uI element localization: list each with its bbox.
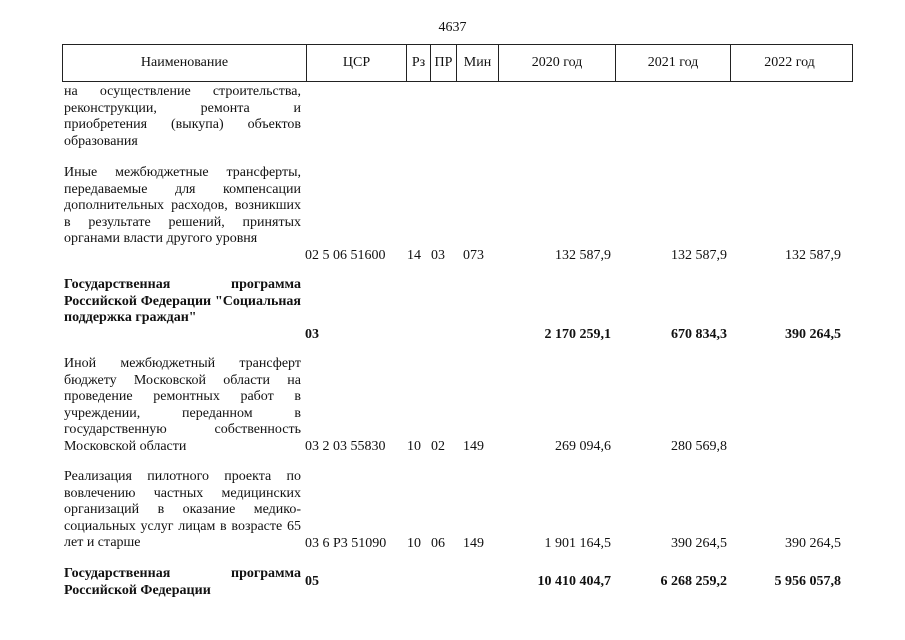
row-csr: 05 [305,574,319,589]
row-pr: 03 [431,248,445,263]
row-name: Иной межбюджетный трансферт бюджету Московской области на проведение ремонтных работ в учреждении, переданном в государственную собственность Московской области [64,356,301,454]
row-2020: 1 901 164,5 [544,536,611,551]
header-csr: ЦСР [307,45,407,81]
header-min: Мин [457,45,499,81]
row-name: Государственная программа Российской Федерации "Социальная поддержка граждан" [64,277,301,325]
row-name: Государственная программа Российской Федерации [64,566,301,598]
row-2022: 390 264,5 [785,327,841,342]
row-csr: 03 6 Р3 51090 [305,536,387,551]
row-2020: 2 170 259,1 [544,327,611,342]
row-pr: 06 [431,536,445,551]
row-2021: 280 569,8 [671,439,727,454]
row-2021: 132 587,9 [671,248,727,263]
page-number: 4637 [438,20,467,35]
row-2022: 132 587,9 [785,248,841,263]
row-name: на осуществление строительства, реконструкции, ремонта и приобретения (выкупа) объектов образования [64,84,301,149]
table-header [62,44,853,82]
header-pr: ПР [431,45,457,81]
header-2021: 2021 год [616,45,731,81]
row-csr: 02 5 06 51600 [305,248,386,263]
row-2021: 670 834,3 [671,327,727,342]
header-rz: Рз [407,45,431,81]
row-2020: 132 587,9 [555,248,611,263]
row-min: 149 [463,439,484,454]
header-2020: 2020 год [499,45,616,81]
row-2020: 269 094,6 [555,439,611,454]
row-2021: 390 264,5 [671,536,727,551]
row-rz: 10 [407,536,421,551]
row-2022: 5 956 057,8 [774,574,841,589]
row-2022: 390 264,5 [785,536,841,551]
row-csr: 03 [305,327,319,342]
row-pr: 02 [431,439,445,454]
row-min: 073 [463,248,484,263]
row-csr: 03 2 03 55830 [305,439,386,454]
row-rz: 10 [407,439,421,454]
row-2020: 10 410 404,7 [537,574,611,589]
row-min: 149 [463,536,484,551]
row-2021: 6 268 259,2 [660,574,727,589]
header-2022: 2022 год [764,55,815,70]
row-name: Иные межбюджетные трансферты, передаваемые для компенсации дополнительных расходов, возникших в результате решений, принятых органами власти другого уровня [64,165,301,246]
row-rz: 14 [407,248,421,263]
header-name: Наименование [63,45,307,81]
row-name: Реализация пилотного проекта по вовлечению частных медицинских организаций в оказание медико-социальных услуг лицам в возрасте 65 лет и старше [64,469,301,550]
